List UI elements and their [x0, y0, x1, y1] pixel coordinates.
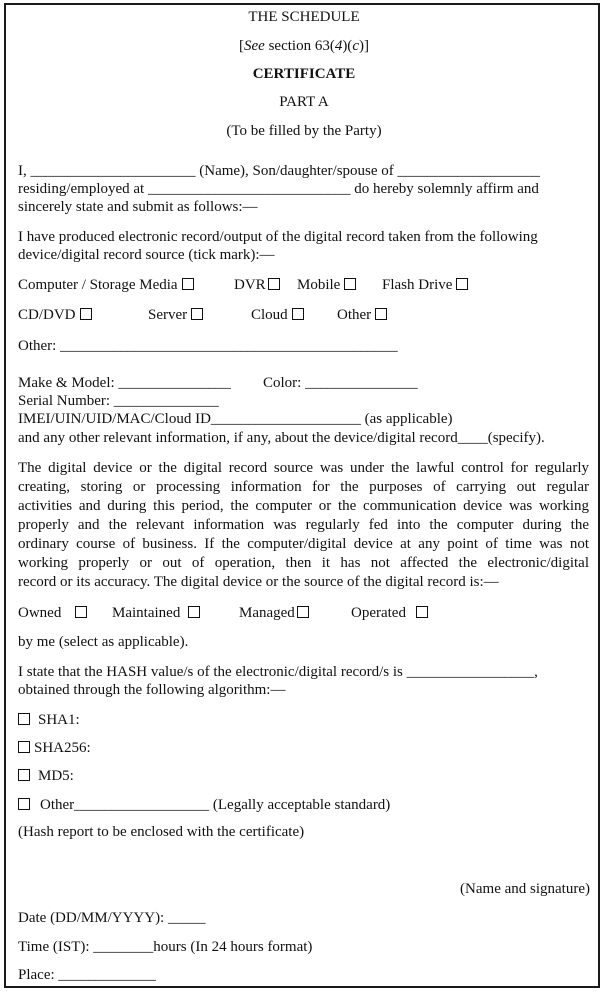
produced-line-2: device/digital record source (tick mark):—: [18, 247, 275, 263]
control-line-6: working properly or out of operation, then it has not affected the electronic/digital: [18, 555, 589, 571]
produced-line-1: I have produced electronic record/output of the digital record taken from the following: [18, 229, 538, 245]
source-computer[interactable]: Computer / Storage Media: [18, 277, 194, 294]
other-info-field[interactable]: and any other relevant information, if any, about the device/digital record____(specify).: [18, 430, 545, 446]
schedule-heading: THE SCHEDULE: [248, 9, 360, 25]
control-line-5: ordinary course of business. If the computer/digital device at any point of time was not: [18, 536, 589, 552]
source-server[interactable]: Server: [148, 307, 203, 324]
checkbox[interactable]: [188, 606, 200, 618]
checkbox[interactable]: [182, 278, 194, 290]
name-signature: (Name and signature): [460, 881, 590, 897]
control-line-2: creating, storing or processing information for the purposes of carrying out regular: [18, 479, 589, 495]
part-heading: PART A: [279, 94, 329, 110]
ownership-managed[interactable]: Managed: [239, 605, 309, 622]
control-line-1: The digital device or the digital record source was under the lawful control for regularly: [18, 460, 589, 476]
source-flash-drive[interactable]: Flash Drive: [382, 277, 468, 294]
checkbox[interactable]: [18, 798, 30, 810]
hash-other[interactable]: Other__________________ (Legally acceptable standard): [18, 797, 390, 814]
checkbox[interactable]: [75, 606, 87, 618]
control-line-3: activities and during this period, the computer or the communication device was working: [18, 498, 589, 514]
color-field[interactable]: Color: _______________: [263, 375, 418, 391]
checkbox[interactable]: [344, 278, 356, 290]
imei-field[interactable]: IMEI/UIN/UID/MAC/Cloud ID____________________ (as applicable): [18, 411, 453, 427]
declaration-line-1: I, ______________________ (Name), Son/daughter/spouse of ___________________: [18, 163, 541, 179]
hash-line-1: I state that the HASH value/s of the electronic/digital record/s is _________________,: [18, 664, 538, 680]
checkbox[interactable]: [18, 741, 30, 753]
source-dvr[interactable]: DVR: [234, 277, 280, 294]
hash-md5[interactable]: MD5:: [18, 768, 74, 785]
date-field[interactable]: Date (DD/MM/YYYY): _____: [18, 910, 206, 926]
checkbox[interactable]: [18, 769, 30, 781]
section-reference: [See section 63(4)(c)]: [239, 38, 369, 54]
checkbox[interactable]: [191, 308, 203, 320]
checkbox[interactable]: [416, 606, 428, 618]
serial-number-field[interactable]: Serial Number: ______________: [18, 393, 219, 409]
checkbox[interactable]: [268, 278, 280, 290]
source-cd-dvd[interactable]: CD/DVD: [18, 307, 92, 324]
checkbox[interactable]: [80, 308, 92, 320]
source-mobile[interactable]: Mobile: [297, 277, 356, 294]
source-other[interactable]: Other: [337, 307, 387, 324]
other-source-field[interactable]: Other: _____________________________________________: [18, 338, 398, 354]
certificate-title: CERTIFICATE: [252, 66, 356, 82]
declaration-line-3: sincerely state and submit as follows:—: [18, 199, 258, 215]
checkbox[interactable]: [375, 308, 387, 320]
checkbox[interactable]: [292, 308, 304, 320]
place-field[interactable]: Place: _____________: [18, 967, 156, 983]
make-model-field[interactable]: Make & Model: _______________: [18, 375, 231, 391]
declaration-line-2: residing/employed at ___________________________ do hereby solemnly affirm and: [18, 181, 539, 197]
hash-line-2: obtained through the following algorithm:—: [18, 682, 286, 698]
hash-sha256[interactable]: SHA256:: [18, 740, 91, 757]
ownership-operated[interactable]: Operated: [351, 605, 428, 622]
ownership-maintained[interactable]: Maintained: [112, 605, 200, 622]
checkbox[interactable]: [18, 713, 30, 725]
checkbox[interactable]: [456, 278, 468, 290]
hash-report-note: (Hash report to be enclosed with the certificate): [18, 824, 305, 840]
hash-sha1[interactable]: SHA1:: [18, 712, 80, 729]
control-line-7: record or its accuracy. The digital device or the source of the digital record is:—: [18, 574, 499, 590]
control-line-4: properly and the relevant information was regularly fed into the computer during the: [18, 517, 589, 533]
subtitle: (To be filled by the Party): [226, 123, 382, 139]
by-me-text: by me (select as applicable).: [18, 634, 189, 650]
time-field[interactable]: Time (IST): ________hours (In 24 hours format): [18, 939, 313, 955]
source-cloud[interactable]: Cloud: [251, 307, 304, 324]
ownership-owned[interactable]: Owned: [18, 605, 87, 622]
checkbox[interactable]: [297, 606, 309, 618]
